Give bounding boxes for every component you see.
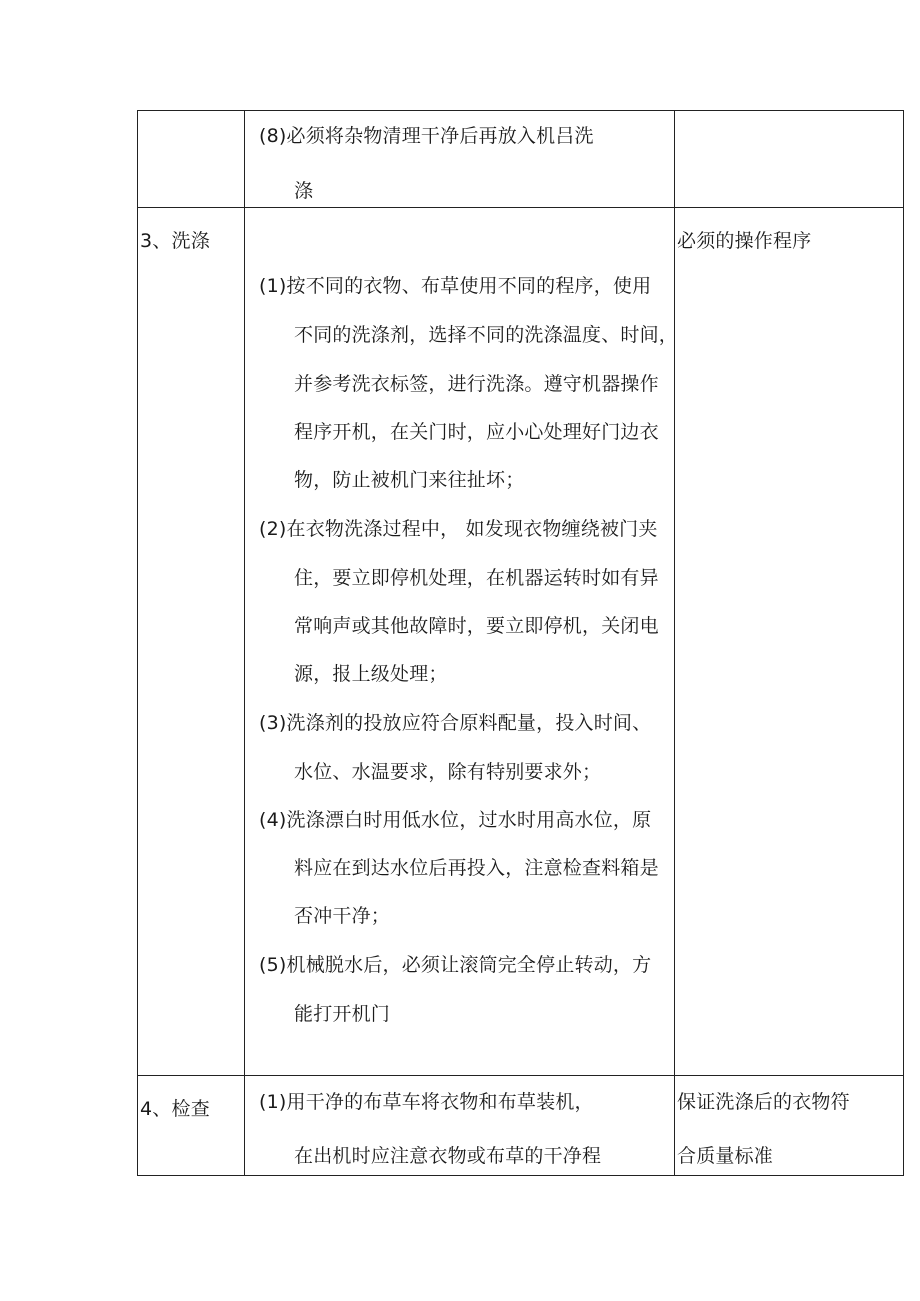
row-divider	[137, 1075, 904, 1076]
procedure-line: (5)机械脱水后，必须让滚筒完全停止转动，方	[259, 954, 652, 976]
table-border-top	[137, 110, 904, 111]
procedure-line: (2)在衣物洗涤过程中， 如发现衣物缠绕被门夹	[259, 518, 658, 540]
procedure-line: 常响声或其他故障时，要立即停机，关闭电	[294, 615, 659, 637]
row-note: 必须的操作程序	[677, 230, 812, 252]
procedure-line: 水位、水温要求，除有特别要求外；	[294, 761, 602, 783]
table-border-left	[137, 110, 138, 1176]
procedure-line: 能打开机门	[294, 1003, 391, 1025]
column-divider	[674, 110, 675, 1176]
procedure-line: 在出机时应注意衣物或布草的干净程	[294, 1145, 602, 1167]
procedure-line: 住，要立即停机处理，在机器运转时如有异	[294, 567, 659, 589]
procedure-line: 料应在到达水位后再投入，注意检查料箱是	[294, 857, 659, 879]
procedure-line: 程序开机，在关门时，应小心处理好门边衣	[294, 421, 659, 443]
column-divider	[244, 110, 245, 1176]
table-border-bottom	[137, 1175, 904, 1176]
procedure-line: (1)用干净的布草车将衣物和布草装机，	[259, 1091, 594, 1113]
procedure-line: (1)按不同的衣物、布草使用不同的程序，使用	[259, 275, 652, 297]
row-divider	[137, 207, 904, 208]
procedure-line: 并参考洗衣标签，进行洗涤。遵守机器操作	[294, 373, 659, 395]
procedure-line: 不同的洗涤剂，选择不同的洗涤温度、时间，	[294, 324, 679, 346]
procedure-line: 物，防止被机门来往扯坏；	[294, 469, 525, 491]
row-note: 合质量标准	[677, 1145, 774, 1167]
procedure-table	[137, 110, 904, 1176]
table-border-right	[903, 110, 904, 1176]
procedure-line: 涤	[294, 180, 314, 202]
procedure-line: 否冲干净；	[294, 905, 391, 927]
procedure-line: (4)洗涤漂白时用低水位，过水时用高水位，原	[259, 809, 652, 831]
step-label: 3、洗涤	[140, 230, 210, 252]
procedure-line: (8)必须将杂物清理干净后再放入机吕洗	[259, 125, 594, 147]
row-note: 保证洗涤后的衣物符	[677, 1091, 850, 1113]
procedure-line: (3)洗涤剂的投放应符合原料配量，投入时间、	[259, 712, 652, 734]
step-label: 4、检查	[140, 1098, 210, 1120]
procedure-line: 源，报上级处理；	[294, 663, 448, 685]
